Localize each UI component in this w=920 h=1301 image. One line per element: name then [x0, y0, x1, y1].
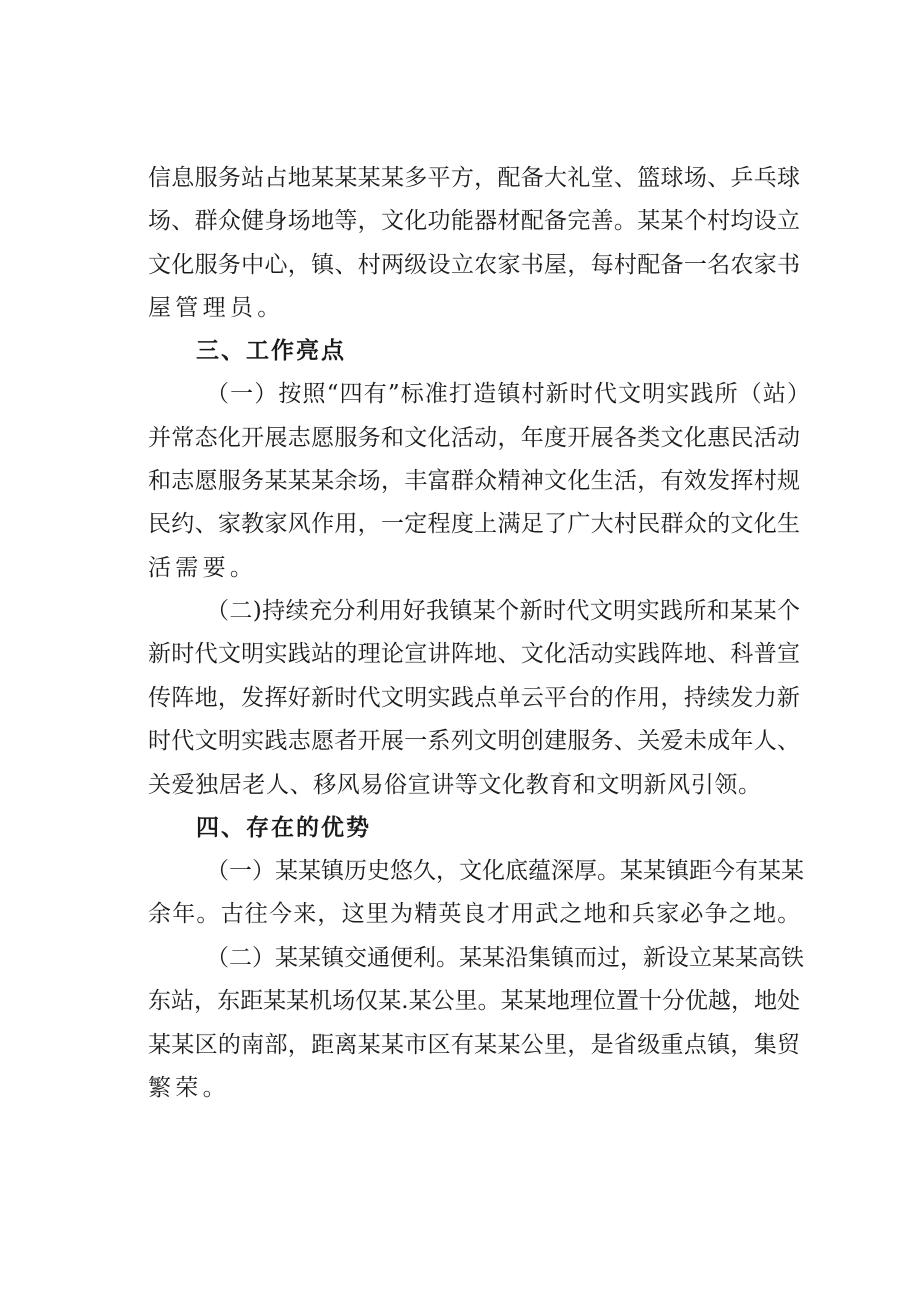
paragraph-line: 时代文明实践志愿者开展一系列文明创建服务、关爱未成年人、	[148, 728, 800, 754]
paragraph-line: 文化服务中心，镇、村两级设立农家书屋，每村配备一名农家书	[148, 252, 800, 278]
paragraph-line: 关爱独居老人、移风易俗宣讲等文化教育和文明新风引领。	[148, 772, 762, 798]
section-heading-advantages: 四、存在的优势	[196, 815, 371, 841]
paragraph-line: 繁荣。	[148, 1075, 230, 1101]
paragraph-line: 新时代文明实践站的理论宣讲阵地、文化活动实践阵地、科普宣	[148, 641, 800, 667]
paragraph-line: 并常态化开展志愿服务和文化活动，年度开展各类文化惠民活动	[148, 425, 800, 451]
paragraph-line: 传阵地，发挥好新时代文明实践点单云平台的作用，持续发力新	[148, 685, 800, 711]
paragraph-line: 民约、家教家风作用，一定程度上满足了广大村民群众的文化生	[148, 511, 800, 537]
paragraph-line: 余年。古往今来，这里为精英良才用武之地和兵家必争之地。	[148, 901, 802, 927]
paragraph-line: （二)持续充分利用好我镇某个新时代文明实践所和某某个	[206, 598, 800, 624]
paragraph-line: （一）某某镇历史悠久，文化底蕴深厚。某某镇距今有某某	[206, 858, 804, 884]
paragraph-line: 和志愿服务某某某余场，丰富群众精神文化生活，有效发挥村规	[148, 468, 800, 494]
paragraph-line: （二）某某镇交通便利。某某沿集镇而过，新设立某某高铁	[206, 945, 804, 971]
paragraph-line: 某某区的南部，距离某某市区有某某公里，是省级重点镇，集贸	[148, 1032, 800, 1058]
paragraph-line: 信息服务站占地某某某某多平方，配备大礼堂、篮球场、乒乓球	[148, 165, 800, 191]
section-heading-work-highlights: 三、工作亮点	[196, 338, 346, 364]
paragraph-line: 屋管理员。	[148, 295, 285, 321]
paragraph-line: 场、群众健身场地等，文化功能器材配备完善。某某个村均设立	[148, 208, 800, 234]
paragraph-line: （一）按照“四有”标准打造镇村新时代文明实践所（站）	[206, 381, 810, 407]
paragraph-line: 东站，东距某某机场仅某.某公里。某某地理位置十分优越，地处	[148, 988, 800, 1014]
paragraph-line: 活需要。	[148, 555, 258, 581]
